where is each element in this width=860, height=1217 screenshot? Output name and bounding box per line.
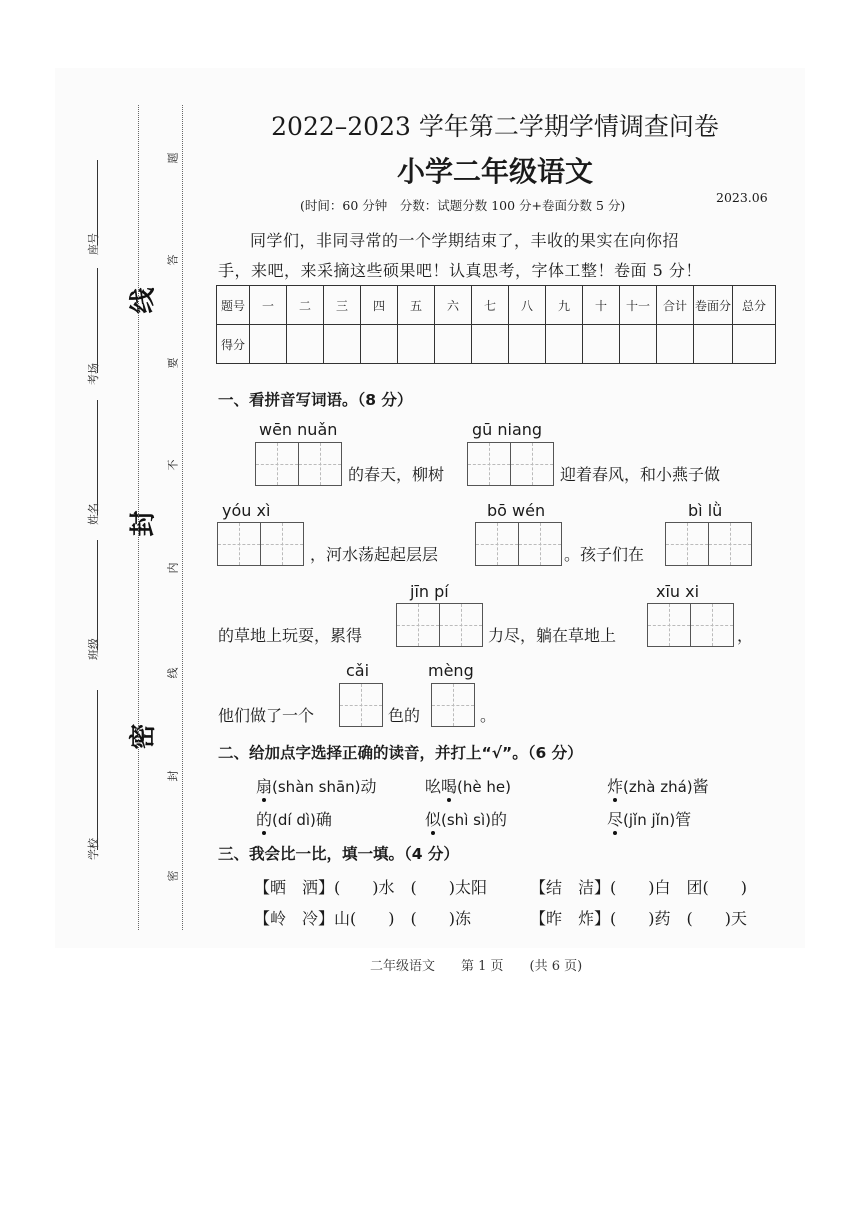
score-cell: 十: [583, 286, 620, 325]
passage-text: ，河水荡起起层层: [310, 545, 439, 564]
score-table: [216, 285, 776, 364]
pinyin: cǎi: [346, 661, 370, 680]
score-cell: 一: [250, 286, 287, 325]
score-input-cell[interactable]: [509, 325, 546, 364]
seat-label: 座号: [87, 233, 100, 255]
school-line: [97, 690, 98, 850]
pronunciation-item[interactable]: 炸(zhà zhá)酱: [607, 774, 709, 797]
score-input-cell[interactable]: [733, 325, 776, 364]
score-cell: 五: [398, 286, 435, 325]
section3-heading: 三、我会比一比，填一填。（4 分）: [218, 845, 459, 863]
score-input-cell[interactable]: [435, 325, 472, 364]
score-cell: 合计: [657, 286, 694, 325]
seal-small-6: 线: [166, 667, 180, 679]
exam-info: (时间：60 分钟 分数：试题分数 100 分+卷面分数 5 分): [300, 198, 626, 213]
tianzige-box[interactable]: [467, 442, 554, 486]
dotted-char: 喝: [441, 774, 457, 797]
score-cell: 十一: [620, 286, 657, 325]
pinyin: bō wén: [487, 501, 546, 520]
tianzige-box[interactable]: [431, 683, 475, 727]
dotted-char: 尽: [607, 807, 623, 830]
name-label: 姓名: [87, 503, 100, 525]
tianzige-box[interactable]: [665, 522, 752, 566]
score-cell: 总分: [733, 286, 776, 325]
section2-heading: 二、给加点字选择正确的读音，并打上“√”。（6 分）: [218, 744, 583, 762]
seal-small-5: 内: [166, 562, 180, 574]
score-table-header-row: [217, 286, 776, 325]
seal-char-line: 线: [128, 287, 159, 314]
room-label: 考场: [87, 363, 100, 385]
pronunciation-item[interactable]: 似(shì sì)的: [425, 807, 507, 830]
pinyin: xīu xi: [656, 582, 700, 601]
seal-dotted-line: [138, 105, 139, 930]
score-input-cell[interactable]: [361, 325, 398, 364]
compare-fill-item[interactable]: 【晒 洒】( )水 ( )太阳: [254, 878, 487, 897]
tianzige-box[interactable]: [475, 522, 562, 566]
passage-text: 色的: [388, 706, 421, 725]
compare-fill-item[interactable]: 【昨 炸】( )药 ( )天: [530, 909, 747, 928]
tianzige-box[interactable]: [647, 603, 734, 647]
seal-small-8: 密: [166, 870, 180, 882]
tianzige-box[interactable]: [396, 603, 483, 647]
exam-title: 2022–2023 学年第二学期学情调查问卷: [271, 112, 719, 141]
intro-line-2: 手，来吧，来采摘这些硕果吧！认真思考，字体工整！卷面 5 分！: [218, 261, 702, 280]
seal-small-1: 题: [166, 152, 180, 164]
pinyin: jīn pí: [410, 582, 449, 601]
score-cell: 六: [435, 286, 472, 325]
class-label: 班级: [87, 638, 100, 660]
dotted-char: 似: [425, 807, 441, 830]
dotted-char: 炸: [607, 774, 623, 797]
page-footer: 二年级语文 第 1 页 (共 6 页): [370, 959, 583, 974]
seat-line: [97, 160, 98, 245]
score-input-cell[interactable]: [287, 325, 324, 364]
score-cell: 得分: [217, 325, 250, 364]
pinyin: bì lǜ: [688, 501, 723, 520]
seal-small-7: 封: [166, 770, 180, 782]
seal-small-2: 答: [166, 254, 180, 266]
passage-text: 。: [480, 706, 497, 725]
section1-heading: 一、看拼音写词语。（8 分）: [218, 391, 413, 409]
room-line: [97, 268, 98, 373]
class-line: [97, 540, 98, 650]
exam-date: 2023.06: [716, 190, 768, 205]
passage-text: 他们做了一个: [218, 706, 315, 725]
score-input-cell[interactable]: [694, 325, 733, 364]
school-label: 学校: [87, 838, 100, 860]
pinyin: mèng: [428, 661, 474, 680]
score-input-cell[interactable]: [546, 325, 583, 364]
score-cell: 八: [509, 286, 546, 325]
score-input-cell[interactable]: [472, 325, 509, 364]
compare-fill-item[interactable]: 【岭 冷】山( ) ( )冻: [254, 909, 471, 928]
passage-text: 迎着春风，和小燕子做: [560, 465, 721, 484]
pronunciation-item[interactable]: 扇(shàn shān)动: [256, 774, 377, 797]
pronunciation-item[interactable]: 吆喝(hè he): [425, 774, 511, 797]
score-cell: 九: [546, 286, 583, 325]
seal-small-3: 要: [166, 357, 180, 369]
pinyin: gū niang: [472, 420, 543, 439]
score-cell: 卷面分: [694, 286, 733, 325]
score-input-cell[interactable]: [398, 325, 435, 364]
score-input-cell[interactable]: [620, 325, 657, 364]
score-input-cell[interactable]: [324, 325, 361, 364]
score-input-cell[interactable]: [583, 325, 620, 364]
score-cell: 四: [361, 286, 398, 325]
seal-dotted-line-2: [182, 105, 183, 930]
score-input-cell[interactable]: [250, 325, 287, 364]
tianzige-box[interactable]: [255, 442, 342, 486]
tianzige-box[interactable]: [339, 683, 383, 727]
pronunciation-item[interactable]: 的(dí dì)确: [256, 807, 332, 830]
exam-subtitle: 小学二年级语文: [396, 155, 593, 188]
passage-text: 。孩子们在: [564, 545, 645, 564]
name-line: [97, 400, 98, 515]
score-cell: 七: [472, 286, 509, 325]
compare-fill-item[interactable]: 【结 洁】( )白 团( ): [530, 878, 747, 897]
score-cell: 三: [324, 286, 361, 325]
intro-line-1: 同学们，非同寻常的一个学期结束了，丰收的果实在向你招: [250, 231, 680, 250]
seal-char-secret: 密: [128, 723, 159, 750]
pinyin: yóu xì: [222, 501, 271, 520]
pinyin: wēn nuǎn: [259, 420, 338, 439]
seal-char-seal: 封: [128, 510, 159, 537]
tianzige-box[interactable]: [217, 522, 304, 566]
passage-text: ，: [737, 626, 754, 645]
pronunciation-item[interactable]: 尽(jǐn jǐn)管: [607, 807, 691, 830]
score-table-score-row: [217, 325, 776, 364]
passage-text: 的春天，柳树: [348, 465, 445, 484]
seal-small-4: 不: [166, 459, 180, 471]
score-cell: 二: [287, 286, 324, 325]
passage-text: 力尽，躺在草地上: [488, 626, 617, 645]
dotted-char: 扇: [256, 774, 272, 797]
score-cell: 题号: [217, 286, 250, 325]
dotted-char: 的: [256, 807, 272, 830]
score-input-cell[interactable]: [657, 325, 694, 364]
passage-text: 的草地上玩耍，累得: [218, 626, 363, 645]
